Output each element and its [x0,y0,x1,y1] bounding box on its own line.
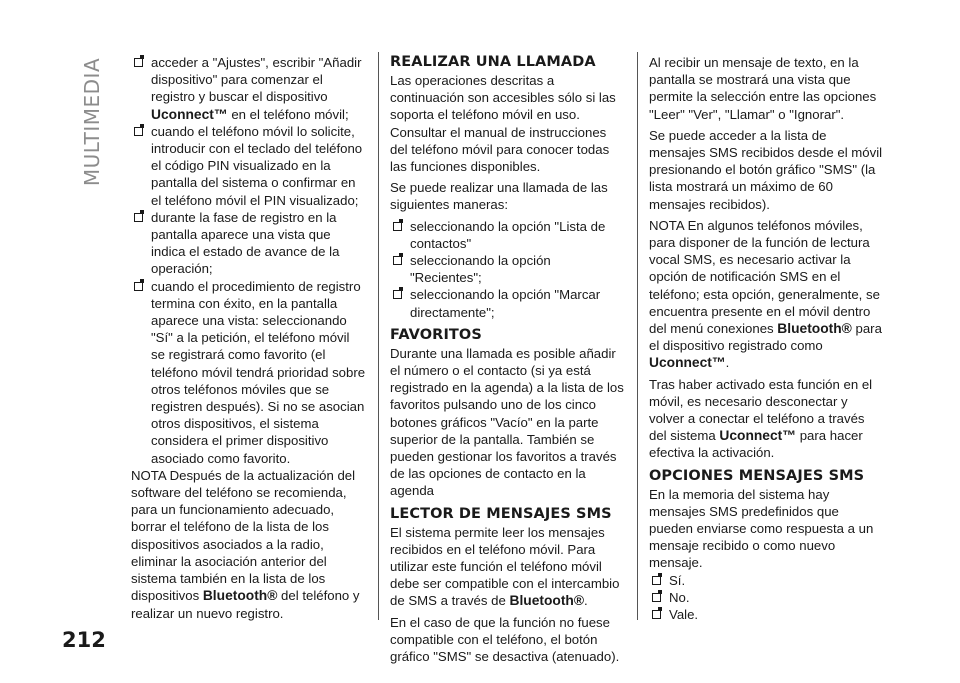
paragraph: Durante una llamada es posible añadir el número o el contacto (si ya está registrado en la agenda) a la lista de los favoritos pulsando uno de los cinco botones gráficos "Vacío" en la parte superior de la pantalla. También se pueden gestionar los favoritos a través de las opciones de contacto en la agenda [390,345,624,499]
note-paragraph [131,467,367,622]
paragraph: Se puede realizar una llamada de las siguientes maneras: [390,180,608,213]
bullet-item [390,252,626,286]
column-divider [378,52,379,620]
section-label: MULTIMEDIA [80,57,104,187]
heading-opciones-sms: OPCIONES MENSAJES SMS [649,467,865,484]
brand-bluetooth: Bluetooth® [777,321,852,337]
heading-favoritos: FAVORITOS [390,326,482,343]
section-tab [80,58,104,186]
heading-lector-sms: LECTOR DE MENSAJES SMS [390,505,612,522]
column-3 [649,54,885,623]
bullet-item [131,278,367,467]
bullet-item [131,54,367,123]
bullet-text: seleccionando la opción "Marcar directamente"; [410,287,601,320]
paragraph-text-end: . [725,355,730,371]
bullet-item [649,572,885,589]
paragraph: Al recibir un mensaje de texto, en la pantalla se mostrará una vista que permite la selección entre las opciones "Leer" "Ver", "Llamar" o "Ignorar". [649,55,877,122]
brand-uconnect: Uconnect™ [649,355,726,371]
note-text-end: del teléfono y realizar un nuevo registro. [131,588,360,621]
bullet-item [649,606,885,623]
paragraph: Las operaciones descritas a continuación son accesibles sólo si las soporta el teléfono móvil en uso. Consultar el manual de instrucciones del teléfono móvil para conocer todas las funciones disponibles. [390,73,616,175]
paragraph-text: NOTA En algunos teléfonos móviles, para disponer de la función de lectura vocal SMS, es necesario activar la opción de notificación SMS en el teléfono; esta opción, generalmente, se encuentra presente en el móvil dentro del menú conexiones [649,217,880,337]
bullet-text: Sí. [669,572,686,588]
bullet-text-end: en el teléfono móvil; [227,106,349,122]
bullet-text: Vale. [669,607,699,623]
bullet-text: seleccionando la opción "Lista de contactos" [410,218,606,251]
paragraph-text: Tras haber activado esta función en el móvil, es necesario desconectar y volver a conectar el teléfono a través del sistema [649,376,873,444]
bullet-item [131,209,367,278]
bullet-text: seleccionando la opción "Recientes"; [410,253,551,286]
note-text: NOTA Después de la actualización del software del teléfono se recomienda, para un funcionamiento adecuado, borrar el teléfono de la lista de los dispositivos asociados a la radio, eliminar la asociación anterior del sistema también en la lista de los dispositivos [131,467,356,604]
bullet-text: No. [669,589,690,605]
paragraph [390,524,626,610]
bullet-text: cuando el procedimiento de registro termina con éxito, en la pantalla aparece una vista: seleccionando "Sí" a la petición, el teléfono móvil se registrará como favorito (el teléfono móvil tendrá prioridad sobre otros teléfonos móviles que se registren después). Si no se asocian otros dispositivos, el sistema considera el primer dispositivo asociado como favorito. [151,278,366,466]
column-1 [131,54,367,626]
paragraph: En el caso de que la función no fuese compatible con el teléfono, el botón gráfico "SMS" se desactiva (atenuado). [390,614,620,665]
paragraph-text-end: . [584,593,588,609]
bullet-item [649,589,885,606]
heading-realizar-llamada: REALIZAR UNA LLAMADA [390,54,596,70]
bullet-item [390,286,626,320]
paragraph [649,376,885,462]
brand-bluetooth: Bluetooth® [509,593,585,609]
brand-bluetooth: Bluetooth® [202,588,278,604]
page-number: 212 [62,628,106,652]
bullet-text: durante la fase de registro en la pantalla aparece una vista que indica el estado de avance de la operación; [151,209,340,277]
column-2 [390,54,626,669]
paragraph-text-end: para hacer efectiva la activación. [649,428,863,461]
bullet-text: cuando el teléfono móvil lo solicite, introducir con el teclado del teléfono el código PIN visualizado en la pantalla del sistema o confirmar en el teléfono móvil el PIN visualizado; [151,123,363,208]
bullet-text: acceder a "Ajustes", escribir "Añadir dispositivo" para comenzar el registro y buscar el dispositivo [151,55,362,105]
paragraph-text: El sistema permite leer los mensajes recibidos en el teléfono móvil. Para utilizar este función el teléfono móvil debe ser compatible con el intercambio de SMS a través de [390,524,620,609]
brand-uconnect: Uconnect™ [151,106,228,122]
paragraph: En la memoria del sistema hay mensajes SMS predefinidos que pueden enviarse como respuesta a un mensaje recibido o como nuevo mensaje. [649,486,874,571]
bullet-item [390,218,626,252]
brand-uconnect: Uconnect™ [719,428,797,444]
note-paragraph [649,217,885,372]
bullet-item [131,123,367,209]
column-divider [637,52,638,620]
paragraph: Se puede acceder a la lista de mensajes SMS recibidos desde el móvil presionando el botón gráfico "SMS" (la lista mostrará un máximo de 60 mensajes recibidos). [649,127,883,212]
paragraph-text-mid: para el dispositivo registrado como [649,321,882,354]
